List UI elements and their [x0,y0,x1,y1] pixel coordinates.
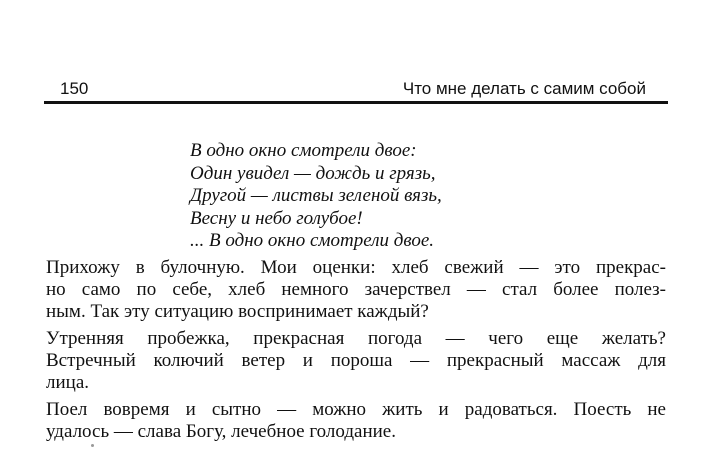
text-line: удалось — слава Богу, лечебное голодание. [46,421,396,442]
text-line: Утренняя пробежка, прекрасная погода — чего еще желать? [46,328,666,349]
text-line: лица. [46,372,90,393]
running-header [44,78,668,100]
poem-line: Другой — листвы зеленой вязь, [190,185,442,206]
paragraph-morning-run [46,328,666,394]
text-line: Встречный колючий ветер и пороша — прекрасный массаж для [46,350,666,371]
paragraph-bakery [46,257,666,323]
header-rule [44,101,668,104]
text-line: ным. Так эту ситуацию воспринимает каждый? [46,301,429,322]
scan-speck [91,444,94,447]
text-line: Поел вовремя и сытно — можно жить и радоваться. Поесть не [46,399,666,420]
page-number: 150 [60,79,89,98]
text-line: но само по себе, хлеб немного зачерствел — стал более полез- [46,279,666,300]
poem-line: Один увидел — дождь и грязь, [190,162,436,184]
body-text [46,257,666,448]
poem-line: ... В одно окно смотрели двое. [190,230,435,251]
text-line: Прихожу в булочную. Мои оценки: хлеб свежий — это прекрас- [46,257,666,278]
paragraph-eating [46,399,666,443]
poem-epigraph [190,140,610,253]
poem-line: В одно окно смотрели двое: [190,140,417,161]
poem-line: Весну и небо голубое! [190,207,363,229]
running-title: Что мне делать с самим собой [402,79,646,98]
